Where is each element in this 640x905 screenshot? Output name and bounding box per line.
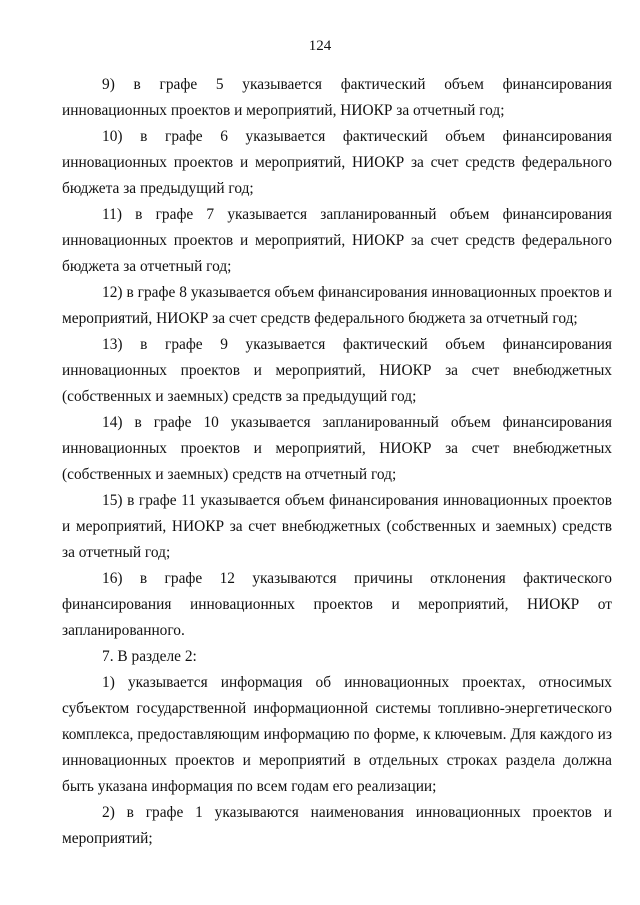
- paragraph-item-14: 14) в графе 10 указывается запланированный объем финансирования инновационных проектов и мероприятий, НИОКР за счет внебюджетных (собственных и заемных) средств на отчетный год;: [62, 414, 612, 483]
- paragraph-item-10: 10) в графе 6 указывается фактический объем финансирования инновационных проектов и мероприятий, НИОКР за счет средств федерального бюджета за предыдущий год;: [62, 128, 612, 197]
- section-heading: 7. В разделе 2:: [102, 648, 197, 665]
- paragraph-item-15: 15) в графе 11 указывается объем финансирования инновационных проектов и мероприятий, НИОКР за счет внебюджетных (собственных и заемных) средств за отчетный год;: [62, 492, 612, 561]
- paragraph-item-12: 12) в графе 8 указывается объем финансирования инновационных проектов и мероприятий, НИОКР за счет средств федерального бюджета за отчетный год;: [62, 284, 612, 327]
- paragraph-section2-item-2: 2) в графе 1 указываются наименования инновационных проектов и мероприятий;: [62, 804, 612, 847]
- paragraph-section2-item-1: 1) указывается информация об инновационных проектах, относимых субъектом государственной информационной системы топливно-энергетического комплекса, предоставляющим информацию по форме, к ключевым. Для каждого из инновационных проектов и мероприятий в отдельных строках раздела должна быть указана информация по всем годам его реализации;: [62, 674, 612, 795]
- page-number: 124: [308, 38, 332, 54]
- document-body: [62, 72, 612, 852]
- paragraph-item-16: 16) в графе 12 указываются причины отклонения фактического финансирования инновационных проектов и мероприятий, НИОКР от запланированного.: [62, 570, 612, 639]
- paragraph-item-11: 11) в графе 7 указывается запланированный объем финансирования инновационных проектов и мероприятий, НИОКР за счет средств федерального бюджета за отчетный год;: [62, 206, 612, 275]
- paragraph-item-13: 13) в графе 9 указывается фактический объем финансирования инновационных проектов и мероприятий, НИОКР за счет внебюджетных (собственных и заемных) средств за предыдущий год;: [62, 336, 612, 405]
- paragraph-item-9: 9) в графе 5 указывается фактический объем финансирования инновационных проектов и мероприятий, НИОКР за отчетный год;: [62, 76, 612, 119]
